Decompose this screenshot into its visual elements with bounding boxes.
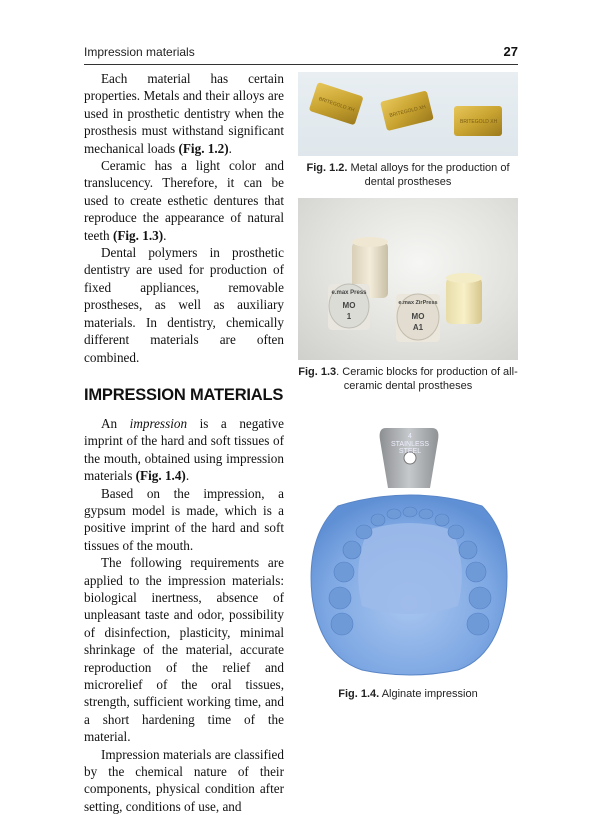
caption-text: Metal alloys for the production of dental prostheses (347, 162, 510, 188)
svg-text:e.max Press: e.max Press (331, 290, 367, 296)
ceramic-ingot-top (352, 237, 388, 247)
alginate-impression-photo (298, 426, 518, 680)
metal-alloys-photo (298, 72, 518, 156)
svg-text:4: 4 (408, 433, 412, 440)
figure-reference: (Fig. 1.4) (135, 468, 186, 484)
paragraph-end: . (163, 227, 167, 243)
paragraph-end: . (228, 140, 232, 156)
figure-label: Fig. 1.4. (338, 688, 380, 700)
paragraph-text: Ceramic has a light color and translucency. Therefore, it can be used to create esthetic dentures that reproduce the appearance of natural teeth (84, 158, 284, 243)
ceramic-blocks-illustration (298, 198, 518, 360)
ceramic-blocks-photo (298, 198, 518, 360)
ceramic-block-zirpress (396, 294, 440, 342)
paragraph-impression-definition (84, 415, 284, 485)
ceramic-ingot-top (446, 273, 482, 283)
text-column (84, 70, 284, 815)
figure-label: Fig. 1.2. (306, 162, 348, 174)
figure-caption (298, 688, 518, 702)
ceramic-ingot (446, 278, 482, 324)
paragraph-text: Each material has certain properties. Metals and their alloys are used in prosthetic dentistry when the prosthesis must withstand significant mechanical loads (84, 71, 284, 156)
caption-text: Alginate impression (379, 688, 478, 700)
figure-reference: (Fig. 1.2) (178, 140, 229, 156)
svg-text:BRITEGOLD XH: BRITEGOLD XH (317, 96, 356, 114)
caption-text: . Ceramic blocks for production of all-ceramic dental prostheses (336, 366, 518, 392)
section-heading: IMPRESSION MATERIALS (84, 385, 284, 404)
gold-plate (454, 106, 502, 136)
paragraph-ceramic (84, 157, 284, 244)
running-title: Impression materials (84, 45, 195, 59)
svg-text:BRITEGOLD XH: BRITEGOLD XH (388, 104, 427, 119)
svg-text:e.max ZirPress: e.max ZirPress (398, 300, 438, 306)
gold-plate (309, 82, 364, 125)
palate-area (358, 523, 462, 614)
svg-text:MO: MO (411, 312, 425, 321)
running-header (84, 44, 518, 65)
svg-text:STAINLESS: STAINLESS (391, 441, 429, 448)
svg-text:1: 1 (346, 312, 352, 321)
paragraph-gypsum-model: Based on the impression, a gypsum model is made, which is a positive imprint of the hard and soft tissues of the mouth. (84, 485, 284, 553)
paragraph-end: . (185, 468, 190, 484)
paragraph-text: An (101, 415, 130, 431)
figure-1-3 (298, 198, 518, 393)
alginate-impression-illustration (298, 426, 518, 680)
paragraph-text: is a negative imprint of the hard and soft tissues of the mouth, obtained using impression materials (84, 415, 284, 484)
emphasized-term: impression (129, 415, 188, 431)
svg-text:A1: A1 (412, 323, 424, 332)
paragraph-classification: Impression materials are classified by the chemical nature of their components, physical condition after setting, conditions of use, and (84, 746, 284, 814)
figure-caption (298, 162, 518, 189)
gold-plate (380, 90, 434, 131)
svg-text:MO: MO (342, 301, 356, 310)
figure-1-4 (298, 426, 518, 702)
gold-plates-illustration (298, 72, 518, 156)
page-number: 27 (503, 44, 518, 59)
paragraph-metals (84, 70, 284, 157)
figure-reference: (Fig. 1.3) (112, 227, 164, 243)
tray-handle (380, 428, 439, 488)
paragraph-polymers: Dental polymers in prosthetic dentistry are used for production of fixed appliances, removable prostheses, as well as auxiliary materials. In dentistry, chemically different materials are often combined. (84, 245, 284, 365)
figure-label: Fig. 1.3 (298, 366, 337, 378)
paragraph-requirements: The following requirements are applied to the impression materials: biological inertness, absence of unpleasant taste and odor, possibility of disinfection, plasticity, minimal shrinkage of the material, accurate reproduction of the relief and microrelief of the oral tissues, strength, sufficient working time, and a short hardening time of the material. (84, 555, 284, 745)
ceramic-block-press (328, 284, 370, 330)
svg-text:BRITEGOLD XH: BRITEGOLD XH (460, 119, 498, 125)
figure-1-2 (298, 72, 518, 189)
figure-caption (298, 366, 518, 393)
svg-text:STEEL: STEEL (398, 448, 422, 455)
